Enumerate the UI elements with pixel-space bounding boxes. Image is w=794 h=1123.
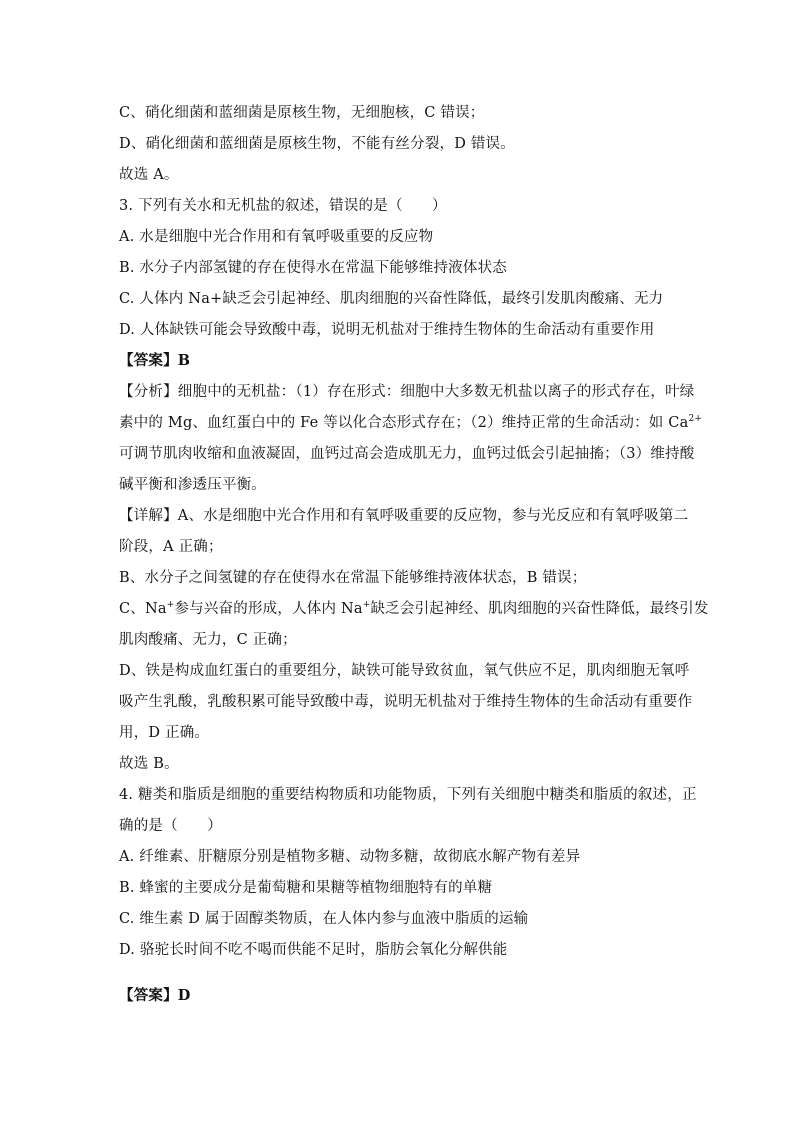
analysis-line: 碱平衡和渗透压平衡。 xyxy=(119,477,266,493)
detail-line: D、铁是构成血红蛋白的重要组分，缺铁可能导致贫血，氧气供应不足，肌肉细胞无氧呼 xyxy=(119,663,690,679)
detail-line: 吸产生乳酸，乳酸积累可能导致酸中毒，说明无机盐对于维持生物体的生命活动有重要作 xyxy=(119,694,693,710)
analysis-line: 【分析】细胞中的无机盐：（1）存在形式：细胞中大多数无机盐以离子的形式存在，叶绿 xyxy=(119,384,695,400)
superscript: 2+ xyxy=(688,414,703,425)
question-4-stem: 4. 糖类和脂质是细胞的重要结构物质和功能物质，下列有关细胞中糖类和脂质的叙述，正 xyxy=(119,787,697,803)
text-line: D、硝化细菌和蓝细菌是原核生物，不能有丝分裂，D 错误。 xyxy=(119,136,515,152)
detail-line: C、Na+参与兴奋的形成，人体内 Na+缺乏会引起神经、肌肉细胞的兴奋性降低，最终引发 xyxy=(119,600,709,617)
detail-line: 【详解】A、水是细胞中光合作用和有氧呼吸重要的反应物，参与光反应和有氧呼吸第二 xyxy=(119,508,689,524)
answer-label: 【答案】D xyxy=(119,987,191,1004)
analysis-line: 可调节肌肉收缩和血液凝固，血钙过高会造成肌无力，血钙过低会引起抽搐；（3）维持酸 xyxy=(119,446,695,462)
option-b: B. 蜂蜜的主要成分是葡萄糖和果糖等植物细胞特有的单糖 xyxy=(119,880,493,896)
option-a: A. 水是细胞中光合作用和有氧呼吸重要的反应物 xyxy=(119,229,434,245)
superscript: + xyxy=(166,600,175,611)
option-a: A. 纤维素、肝糖原分别是植物多糖、动物多糖，故彻底水解产物有差异 xyxy=(119,849,581,865)
answer-label: 【答案】B xyxy=(119,352,191,369)
option-d: D. 人体缺铁可能会导致酸中毒，说明无机盐对于维持生物体的生命活动有重要作用 xyxy=(119,322,655,338)
superscript: + xyxy=(362,600,371,611)
option-c: C. 人体内 Na+缺乏会引起神经、肌肉细胞的兴奋性降低，最终引发肌肉酸痛、无力 xyxy=(119,291,664,307)
detail-line: 肌肉酸痛、无力，C 正确； xyxy=(119,632,297,648)
analysis-line: 素中的 Mg、血红蛋白中的 Fe 等以化合态形式存在；（2）维持正常的生命活动：如 $Ca^{2+}$ xyxy=(119,414,703,431)
detail-line: 阶段，A 正确； xyxy=(119,539,223,555)
question-3-stem: 3. 下列有关水和无机盐的叙述，错误的是（ ） xyxy=(119,198,447,214)
text-line: 故选 B。 xyxy=(119,756,179,772)
option-c: C. 维生素 D 属于固醇类物质，在人体内参与血液中脂质的运输 xyxy=(119,911,529,927)
text-line: C、硝化细菌和蓝细菌是原核生物，无细胞核，C 错误； xyxy=(119,105,485,121)
question-4-stem: 确的是（ ） xyxy=(119,818,222,834)
option-b: B. 水分子内部氢键的存在使得水在常温下能够维持液体状态 xyxy=(119,260,507,276)
detail-line: B、水分子之间氢键的存在使得水在常温下能够维持液体状态，B 错误； xyxy=(119,570,587,586)
detail-line: 用，D 正确。 xyxy=(119,725,210,741)
option-d: D. 骆驼长时间不吃不喝而供能不足时，脂肪会氧化分解供能 xyxy=(119,942,508,958)
text-line: 故选 A。 xyxy=(119,167,179,183)
